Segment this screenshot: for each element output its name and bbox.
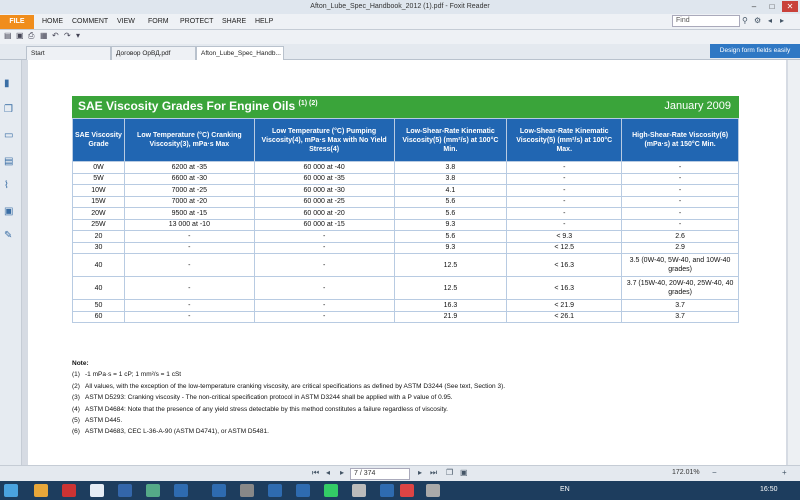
table-cell: - — [507, 173, 622, 185]
note-number: (6) — [72, 428, 80, 436]
table-cell: 3.7 (15W-40, 20W-40, 25W-40, 40 grades) — [622, 277, 739, 300]
table-cell: 2.6 — [622, 231, 739, 243]
table-cell: 3.8 — [394, 173, 507, 185]
app-icon[interactable] — [146, 484, 160, 497]
open-icon[interactable]: ▤ — [4, 31, 12, 40]
table-cell: 3.7 — [622, 311, 739, 323]
language-indicator[interactable]: EN — [560, 486, 570, 493]
table-cell: 60 000 at -40 — [254, 162, 394, 174]
zoom-out-icon[interactable]: − — [712, 468, 717, 477]
app-icon[interactable] — [426, 484, 440, 497]
signature-icon[interactable]: ✎ — [4, 230, 13, 241]
table-row — [73, 242, 739, 254]
note-number: (1) — [72, 371, 80, 379]
clock: 16:50 — [760, 486, 778, 493]
word-icon[interactable] — [174, 484, 188, 497]
app-icon[interactable] — [118, 484, 132, 497]
search-icon[interactable]: ⚲ — [742, 16, 748, 25]
table-cell: 40 — [73, 254, 125, 277]
next-page-icon[interactable]: ▸ — [340, 468, 345, 477]
table-cell: - — [507, 208, 622, 220]
hp-icon[interactable] — [90, 484, 104, 497]
column-header: Low Temperature (°C) Pumping Viscosity(4), mPa·s Max with No Yield Stress(4) — [254, 119, 394, 162]
table-cell: - — [124, 277, 254, 300]
undo-icon[interactable]: ↶ — [52, 31, 59, 40]
table-cell: - — [622, 208, 739, 220]
fit-icon[interactable]: ▣ — [460, 468, 468, 477]
table-cell: < 26.1 — [507, 311, 622, 323]
table-cell: 13 000 at -10 — [124, 219, 254, 231]
explorer-icon[interactable] — [34, 484, 48, 497]
lock-icon[interactable]: ▣ — [4, 206, 14, 217]
table-cell: 60 000 at -20 — [254, 208, 394, 220]
redo-icon[interactable]: ↷ — [64, 31, 71, 40]
table-cell: 6200 at -35 — [124, 162, 254, 174]
zoom-in-icon[interactable]: + — [782, 468, 787, 477]
table-cell: 9500 at -15 — [124, 208, 254, 220]
comments-icon[interactable]: ▤ — [4, 156, 14, 167]
table-cell: - — [507, 196, 622, 208]
table-cell: - — [124, 311, 254, 323]
back-icon[interactable]: ◂ — [768, 16, 773, 25]
last-page-icon[interactable]: ⏭ — [430, 468, 438, 477]
table-cell: 7000 at -20 — [124, 196, 254, 208]
table-cell: 10W — [73, 185, 125, 197]
left-panel — [0, 60, 22, 480]
pdf-icon[interactable]: ▦ — [40, 31, 48, 40]
next-icon[interactable]: ▸ — [418, 468, 423, 477]
prev-page-icon[interactable]: ◂ — [326, 468, 331, 477]
zoom-level[interactable]: 172.01% — [672, 469, 700, 476]
note-text: ASTM D5293: Cranking viscosity - The non-critical specification protocol in ASTM D3244 shall be applied with a P value of 0.95. — [85, 394, 453, 402]
table-row — [73, 300, 739, 312]
app-icon[interactable] — [352, 484, 366, 497]
page-number-input[interactable]: 7 / 374 — [350, 468, 410, 480]
table-cell: < 16.3 — [507, 277, 622, 300]
tab-label: Start — [31, 50, 45, 57]
table-cell: 3.8 — [394, 162, 507, 174]
table-cell: - — [622, 185, 739, 197]
table-cell: - — [254, 242, 394, 254]
table-row — [73, 162, 739, 174]
table-cell: 5.6 — [394, 208, 507, 220]
taskbar — [0, 481, 800, 500]
table-row — [73, 311, 739, 323]
note-text: ASTM D445. — [85, 417, 123, 425]
note-item — [72, 381, 772, 392]
table-row — [73, 208, 739, 220]
app-icon[interactable] — [380, 484, 394, 497]
table-cell: - — [507, 185, 622, 197]
doc-date: January 2009 — [664, 100, 731, 112]
table-cell: 2.9 — [622, 242, 739, 254]
table-cell: 60 000 at -25 — [254, 196, 394, 208]
table-row — [73, 185, 739, 197]
print-icon[interactable]: ⎙ — [28, 31, 35, 40]
column-header: Low-Shear-Rate Kinematic Viscosity(5) (mm²/s) at 100°C Max. — [507, 119, 622, 162]
table-cell: 25W — [73, 219, 125, 231]
tab-label: Afton_Lube_Spec_Handb... — [201, 50, 281, 57]
menu-home[interactable]: HOME — [42, 18, 63, 25]
bookmark-icon[interactable]: ▮ — [4, 78, 10, 89]
table-row — [73, 254, 739, 277]
layers-icon[interactable]: ▭ — [4, 130, 14, 141]
table-cell: - — [254, 300, 394, 312]
table-cell: 30 — [73, 242, 125, 254]
quick-access-toolbar — [0, 30, 800, 44]
tab-start[interactable] — [26, 46, 111, 60]
table-cell: 5.6 — [394, 231, 507, 243]
table-cell: 16.3 — [394, 300, 507, 312]
menu-comment[interactable]: COMMENT — [72, 18, 109, 25]
note-item — [72, 392, 772, 403]
find-input[interactable]: Find — [672, 15, 740, 27]
table-cell: 60 — [73, 311, 125, 323]
table-cell: 21.9 — [394, 311, 507, 323]
word-icon[interactable] — [212, 484, 226, 497]
table-cell: - — [254, 231, 394, 243]
table-row — [73, 196, 739, 208]
table-cell: < 12.5 — [507, 242, 622, 254]
note-number: (3) — [72, 394, 80, 402]
table-cell: 12.5 — [394, 277, 507, 300]
table-row — [73, 231, 739, 243]
table-cell: 20 — [73, 231, 125, 243]
table-cell: < 9.3 — [507, 231, 622, 243]
settings-icon[interactable]: ⚙ — [754, 16, 762, 25]
menu-help[interactable]: HELP — [255, 18, 274, 25]
app-icon[interactable] — [62, 484, 76, 497]
table-cell: 5.6 — [394, 196, 507, 208]
doc-title-sup: (1) (2) — [298, 100, 318, 107]
table-body — [73, 162, 739, 323]
vertical-scrollbar[interactable] — [788, 60, 800, 465]
menu-view[interactable]: VIEW — [117, 18, 135, 25]
close-icon[interactable]: ✕ — [782, 1, 798, 12]
document-tabs — [0, 44, 800, 60]
note-number: (2) — [72, 382, 80, 390]
table-header-banner — [72, 96, 739, 118]
maximize-icon[interactable]: □ — [769, 2, 775, 11]
design-form-button[interactable]: Design form fields easily — [710, 44, 800, 58]
table-cell: 9.3 — [394, 242, 507, 254]
table-cell: - — [622, 162, 739, 174]
pdf-page — [28, 60, 786, 465]
note-text: ASTM D4684: Note that the presence of any yield stress detectable by this method constitutes a failure regardless of viscosity. — [85, 405, 448, 413]
table-cell: 5W — [73, 173, 125, 185]
forward-icon[interactable]: ▸ — [780, 16, 785, 25]
table-cell: - — [622, 219, 739, 231]
window-title: Afton_Lube_Spec_Handbook_2012 (1).pdf - Foxit Reader — [310, 3, 490, 10]
notes-list — [72, 369, 772, 437]
doc-title-text: SAE Viscosity Grades For Engine Oils — [78, 99, 296, 113]
status-bar — [0, 465, 800, 481]
file-menu[interactable]: FILE — [0, 15, 34, 29]
table-cell: - — [254, 311, 394, 323]
note-text: ASTM D4683, CEC L-36-A-90 (ASTM D4741), or ASTM D5481. — [85, 428, 269, 436]
table-cell: - — [507, 219, 622, 231]
column-header: SAE Viscosity Grade — [73, 119, 125, 162]
table-cell: 0W — [73, 162, 125, 174]
table-cell: 9.3 — [394, 219, 507, 231]
note-number: (4) — [72, 405, 80, 413]
table-row — [73, 173, 739, 185]
note-item — [72, 404, 772, 415]
menu-protect[interactable]: PROTECT — [180, 18, 214, 25]
first-page-icon[interactable]: ⏮ — [312, 468, 320, 477]
note-number: (5) — [72, 417, 80, 425]
table-cell: - — [622, 196, 739, 208]
table-cell: < 16.3 — [507, 254, 622, 277]
copy-icon[interactable]: ❐ — [446, 468, 454, 477]
foxit-icon[interactable] — [400, 484, 414, 497]
table-cell: - — [254, 254, 394, 277]
table-cell: 60 000 at -30 — [254, 185, 394, 197]
table-cell: - — [124, 254, 254, 277]
tab-label: Договор ОрВД.pdf — [116, 50, 171, 57]
table-row — [73, 219, 739, 231]
table-cell: 3.5 (0W-40, 5W-40, and 10W-40 grades) — [622, 254, 739, 277]
column-header: High-Shear-Rate Viscosity(6) (mPa·s) at 150°C Min. — [622, 119, 739, 162]
table-cell: 20W — [73, 208, 125, 220]
table-cell: 4.1 — [394, 185, 507, 197]
menu-form[interactable]: FORM — [148, 18, 169, 25]
customize-icon[interactable]: ▾ — [76, 31, 81, 40]
table-cell: - — [124, 300, 254, 312]
minimize-icon[interactable]: – — [751, 2, 757, 11]
title-bar — [0, 0, 800, 14]
note-item — [72, 415, 772, 426]
app-icon[interactable] — [296, 484, 310, 497]
pages-icon[interactable]: ❐ — [4, 104, 13, 115]
table-cell: 3.7 — [622, 300, 739, 312]
app-icon[interactable] — [240, 484, 254, 497]
tab-afton[interactable] — [196, 46, 284, 60]
attachment-icon[interactable]: ⌇ — [4, 180, 9, 191]
viscosity-table — [72, 118, 739, 323]
table-cell: - — [254, 277, 394, 300]
notes-section — [72, 358, 772, 438]
table-cell: - — [622, 173, 739, 185]
table-cell: 50 — [73, 300, 125, 312]
table-cell: 15W — [73, 196, 125, 208]
save-icon[interactable]: ▣ — [16, 31, 24, 40]
table-cell: < 21.9 — [507, 300, 622, 312]
menu-share[interactable]: SHARE — [222, 18, 247, 25]
table-cell: - — [507, 162, 622, 174]
notes-title: Note: — [72, 360, 89, 367]
note-text: All values, with the exception of the low-temperature cranking viscosity, are critical specifications as defined by ASTM D3244 (See text, Section 3). — [85, 382, 506, 390]
start-icon[interactable] — [4, 484, 18, 497]
note-item — [72, 369, 772, 380]
doc-title — [78, 99, 318, 113]
table-cell: - — [124, 231, 254, 243]
tab-dogovor[interactable] — [111, 46, 196, 60]
table-cell: 60 000 at -15 — [254, 219, 394, 231]
table-cell: 12.5 — [394, 254, 507, 277]
table-cell: 60 000 at -35 — [254, 173, 394, 185]
app-icon[interactable] — [268, 484, 282, 497]
app-icon[interactable] — [324, 484, 338, 497]
table-cell: - — [124, 242, 254, 254]
note-text: -1 mPa·s = 1 cP; 1 mm²/s = 1 cSt — [85, 371, 182, 379]
table-header-row — [73, 119, 739, 162]
table-cell: 7000 at -25 — [124, 185, 254, 197]
column-header: Low Temperature (°C) Cranking Viscosity(3), mPa·s Max — [124, 119, 254, 162]
note-item — [72, 426, 772, 437]
table-row — [73, 277, 739, 300]
table-cell: 6600 at -30 — [124, 173, 254, 185]
column-header: Low-Shear-Rate Kinematic Viscosity(5) (mm²/s) at 100°C Min. — [394, 119, 507, 162]
table-cell: 40 — [73, 277, 125, 300]
